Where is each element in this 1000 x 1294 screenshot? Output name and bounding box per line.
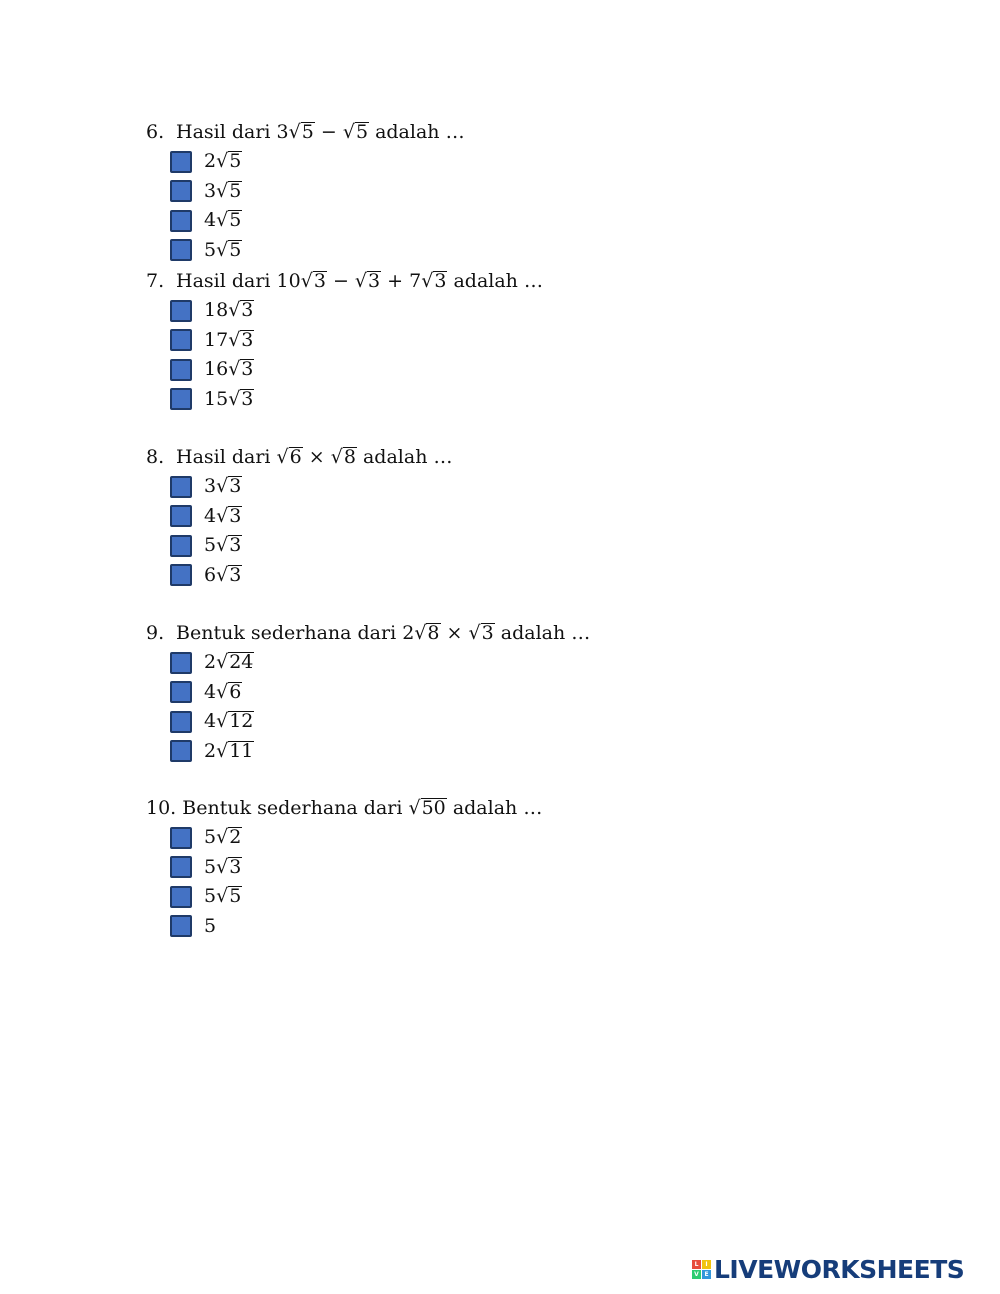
option-label: 3√3 [204,475,242,498]
answer-checkbox[interactable] [170,359,192,381]
answer-checkbox[interactable] [170,740,192,762]
answer-checkbox[interactable] [170,856,192,878]
stem-text: adalah … [494,622,591,644]
option-label: 4√6 [204,680,242,703]
question-stem [146,618,846,648]
option-c [146,531,846,561]
options-list [146,823,846,941]
option-d [146,561,846,591]
logo-mark-icon: L I V E [692,1260,711,1279]
stem-text: Bentuk sederhana dari 2 [176,622,415,644]
sqrt-symbol: √3 [421,270,447,292]
answer-checkbox[interactable] [170,711,192,733]
option-a [146,648,846,678]
answer-checkbox[interactable] [170,652,192,674]
stem-text: − [326,270,355,292]
option-a [146,296,846,326]
question-number: 9. [146,622,165,644]
question-number: 6. [146,121,165,143]
options-list [146,147,846,265]
radicand: 3 [481,622,494,644]
stem-text: Bentuk sederhana dari [182,797,409,819]
option-a [146,147,846,177]
liveworksheets-logo [692,1254,964,1284]
option-label: 4√5 [204,209,242,232]
answer-checkbox[interactable] [170,210,192,232]
answer-checkbox[interactable] [170,151,192,173]
radicand: 8 [343,446,356,468]
stem-text: Hasil dari [176,446,277,468]
option-d [146,912,846,942]
option-label: 2√11 [204,739,254,762]
option-c [146,707,846,737]
option-label: 5√3 [204,855,242,878]
question-stem [146,442,846,472]
option-label: 5√3 [204,534,242,557]
option-label: 5√5 [204,885,242,908]
option-d [146,385,846,415]
answer-checkbox[interactable] [170,827,192,849]
option-label: 3√5 [204,179,242,202]
question-stem [146,117,846,147]
option-b [146,678,846,708]
answer-checkbox[interactable] [170,915,192,937]
options-list [146,472,846,590]
option-label: 16√3 [204,358,254,381]
sqrt-symbol: √3 [300,270,326,292]
radicand: 8 [427,622,440,644]
option-label: 4√12 [204,710,254,733]
answer-checkbox[interactable] [170,239,192,261]
radicand: 3 [434,270,447,292]
option-a [146,472,846,502]
sqrt-symbol: √50 [408,797,446,819]
option-label: 5√2 [204,826,242,849]
sqrt-symbol: √3 [354,270,381,292]
option-label: 4√3 [204,504,242,527]
question-number: 10. [146,797,177,819]
options-list [146,648,846,766]
question-10 [146,793,846,941]
radicand: 50 [421,797,446,819]
stem-text: Hasil dari 10 [176,270,301,292]
stem-text: − [314,121,343,143]
stem-text: × [302,446,331,468]
stem-text: Hasil dari 3 [176,121,289,143]
option-label: 5 [204,914,217,937]
option-b [146,853,846,883]
question-stem [146,266,846,296]
option-label: 5√5 [204,238,242,261]
answer-checkbox[interactable] [170,505,192,527]
option-c [146,206,846,236]
question-number: 8. [146,446,165,468]
options-list [146,296,846,414]
option-b [146,326,846,356]
answer-checkbox[interactable] [170,681,192,703]
logo-text: LIVEWORKSHEETS [714,1254,965,1284]
question-stem [146,793,846,823]
answer-checkbox[interactable] [170,300,192,322]
sqrt-symbol: √6 [276,446,302,468]
sqrt-symbol: √8 [414,622,440,644]
option-a [146,823,846,853]
option-label: 2√24 [204,651,254,674]
option-label: 2√5 [204,150,242,173]
option-label: 15√3 [204,387,254,410]
sqrt-symbol: √8 [330,446,356,468]
stem-text: adalah … [356,446,453,468]
option-label: 6√3 [204,563,242,586]
sqrt-symbol: √5 [288,121,314,143]
answer-checkbox[interactable] [170,180,192,202]
question-7 [146,266,846,414]
option-b [146,502,846,532]
stem-text: adalah … [446,797,543,819]
answer-checkbox[interactable] [170,564,192,586]
question-9 [146,618,846,766]
stem-text: adalah … [447,270,543,292]
option-b [146,177,846,207]
option-c [146,882,846,912]
answer-checkbox[interactable] [170,535,192,557]
answer-checkbox[interactable] [170,886,192,908]
question-8 [146,442,846,590]
question-6 [146,117,846,265]
stem-text: adalah … [369,121,465,143]
radicand: 5 [355,121,369,143]
option-c [146,355,846,385]
stem-text: + 7 [381,270,422,292]
sqrt-symbol: √3 [468,622,494,644]
answer-checkbox[interactable] [170,388,192,410]
stem-text: × [440,622,469,644]
question-number: 7. [146,270,165,292]
radicand: 5 [301,121,314,143]
option-label: 18√3 [204,299,254,322]
radicand: 6 [289,446,302,468]
radicand: 3 [313,270,326,292]
option-d [146,236,846,266]
answer-checkbox[interactable] [170,329,192,351]
option-label: 17√3 [204,328,254,351]
option-d [146,737,846,767]
sqrt-symbol: √5 [342,121,369,143]
answer-checkbox[interactable] [170,476,192,498]
radicand: 3 [368,270,381,292]
